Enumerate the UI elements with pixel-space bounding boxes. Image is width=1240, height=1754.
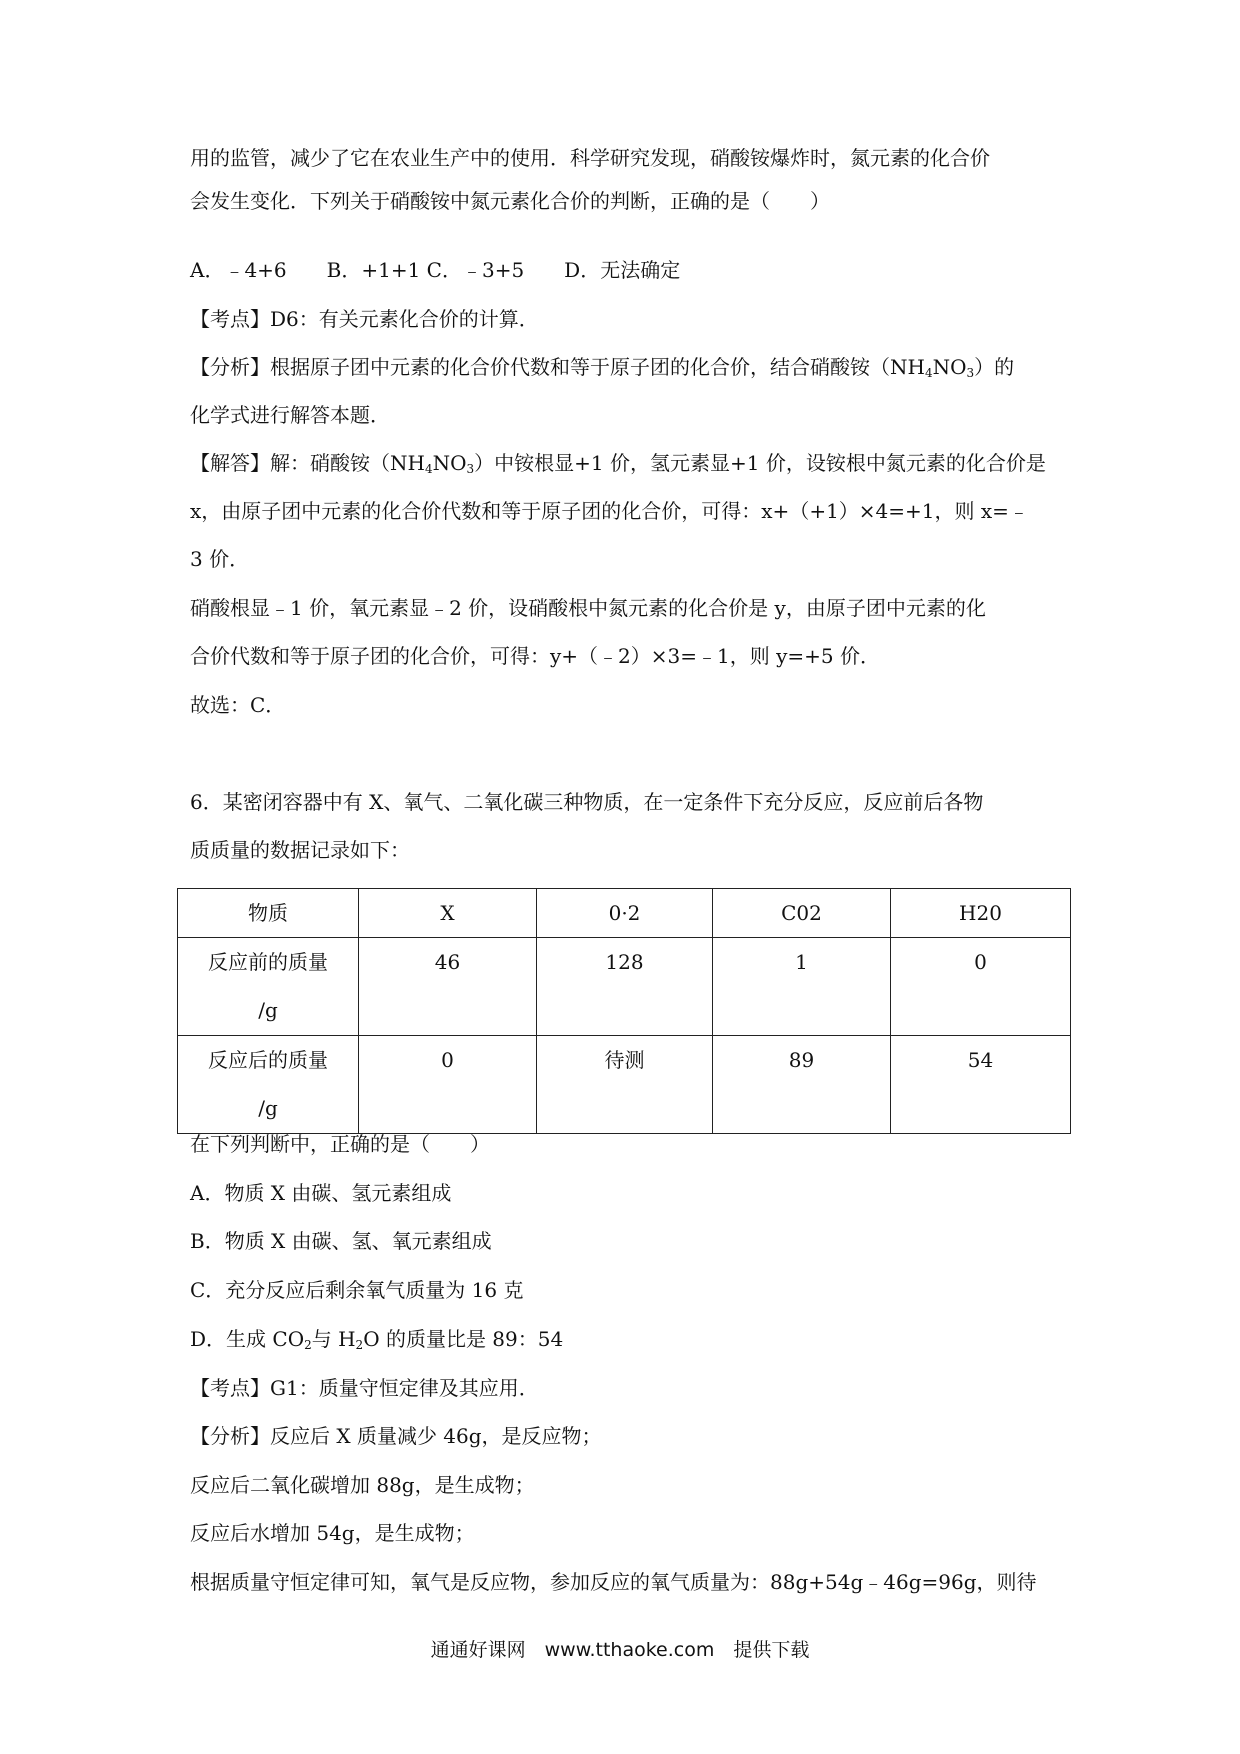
kaodian-line: 【考点】D6：有关元素化合价的计算． xyxy=(190,307,539,331)
analysis-line: 【分析】反应后 X 质量减少 46g，是反应物； xyxy=(190,1424,602,1448)
text-line: 质质量的数据记录如下： xyxy=(190,838,410,862)
text-line: 3 价． xyxy=(190,547,250,571)
table-row xyxy=(178,1036,1071,1134)
answer-options: A．﹣4+6 B．+1+1 C．﹣3+5 D．无法确定 xyxy=(190,258,681,282)
text-span: D．生成 CO xyxy=(190,1327,305,1351)
text-line: 化学式进行解答本题． xyxy=(190,403,390,427)
table-cell: 0 xyxy=(359,1036,537,1134)
table-header-cell: 物质 xyxy=(178,889,359,938)
question-6-title: 6．某密闭容器中有 X、氧气、二氧化碳三种物质，在一定条件下充分反应，反应前后各物 xyxy=(190,790,984,814)
table-cell: 54 xyxy=(891,1036,1071,1134)
row-unit: /g xyxy=(258,998,278,1022)
table-cell: 0 xyxy=(891,938,1071,1036)
kaodian-line: 【考点】G1：质量守恒定律及其应用． xyxy=(190,1376,539,1400)
subscript: 2 xyxy=(304,1338,312,1352)
table-cell: 89 xyxy=(713,1036,891,1134)
solution-line xyxy=(190,451,1060,475)
mass-data-table xyxy=(177,888,1071,1134)
row-label: 反应后的质量 xyxy=(208,1048,328,1072)
text-span: ）中铵根显+1 价，氢元素显+1 价，设铵根中氮元素的化合价是 xyxy=(474,451,1046,475)
text-line: x，由原子团中元素的化合价代数和等于原子团的化合价，可得：x+（+1）×4=+1，则 x=﹣ xyxy=(190,499,1029,523)
text-line: 反应后二氧化碳增加 88g，是生成物； xyxy=(190,1473,535,1497)
text-span: 【分析】根据原子团中元素的化合价代数和等于原子团的化合价，结合硝酸铵（NH xyxy=(190,355,925,379)
question-prompt: 在下列判断中，正确的是（ ） xyxy=(190,1132,490,1156)
text-line: 会发生变化．下列关于硝酸铵中氮元素化合价的判断，正确的是（ ） xyxy=(190,189,830,213)
subscript: 2 xyxy=(355,1338,364,1352)
table-header-cell: C02 xyxy=(713,889,891,938)
text-span: ）的 xyxy=(974,355,1015,379)
table-cell: 1 xyxy=(713,938,891,1036)
table-header-row xyxy=(178,889,1071,938)
table-cell: 128 xyxy=(537,938,713,1036)
text-span: 【解答】解：硝酸铵（NH xyxy=(190,451,425,475)
option-a: A．物质 X 由碳、氢元素组成 xyxy=(190,1181,452,1205)
text-span: 与 H xyxy=(311,1327,356,1351)
subscript: 3 xyxy=(966,366,975,380)
option-b: B．物质 X 由碳、氢、氧元素组成 xyxy=(190,1229,492,1253)
row-unit: /g xyxy=(258,1096,278,1120)
text-span: NO xyxy=(932,355,967,379)
subscript: 4 xyxy=(924,366,933,380)
table-cell: 46 xyxy=(359,938,537,1036)
text-line: 用的监管，减少了它在农业生产中的使用．科学研究发现，硝酸铵爆炸时，氮元素的化合价 xyxy=(190,146,990,170)
option-d xyxy=(190,1327,1060,1351)
text-span: O 的质量比是 89：54 xyxy=(363,1327,564,1351)
subscript: 3 xyxy=(466,462,475,476)
row-label: 反应前的质量 xyxy=(208,950,328,974)
table-header-cell: X xyxy=(359,889,537,938)
subscript: 4 xyxy=(424,462,433,476)
text-line: 反应后水增加 54g，是生成物； xyxy=(190,1521,475,1545)
table-cell: 待测 xyxy=(537,1036,713,1134)
text-line: 硝酸根显﹣1 价，氧元素显﹣2 价，设硝酸根中氮元素的化合价是 y，由原子团中元素的化 xyxy=(190,596,986,620)
text-line: 根据质量守恒定律可知，氧气是反应物，参加反应的氧气质量为：88g+54g﹣46g=96g，则待 xyxy=(190,1570,1037,1594)
page-footer: 通通好课网 www.tthaoke.com 提供下载 xyxy=(430,1639,810,1661)
text-line: 合价代数和等于原子团的化合价，可得：y+（﹣2）×3=﹣1，则 y=+5 价． xyxy=(190,644,880,668)
table-row xyxy=(178,938,1071,1036)
text-span: NO xyxy=(432,451,467,475)
table-header-cell: 0·2 xyxy=(537,889,713,938)
option-c: C．充分反应后剩余氧气质量为 16 克 xyxy=(190,1278,524,1302)
table-header-cell: H20 xyxy=(891,889,1071,938)
row-label-cell xyxy=(178,1036,359,1134)
conclusion-line: 故选：C． xyxy=(190,693,286,717)
analysis-line xyxy=(190,355,1060,379)
row-label-cell xyxy=(178,938,359,1036)
